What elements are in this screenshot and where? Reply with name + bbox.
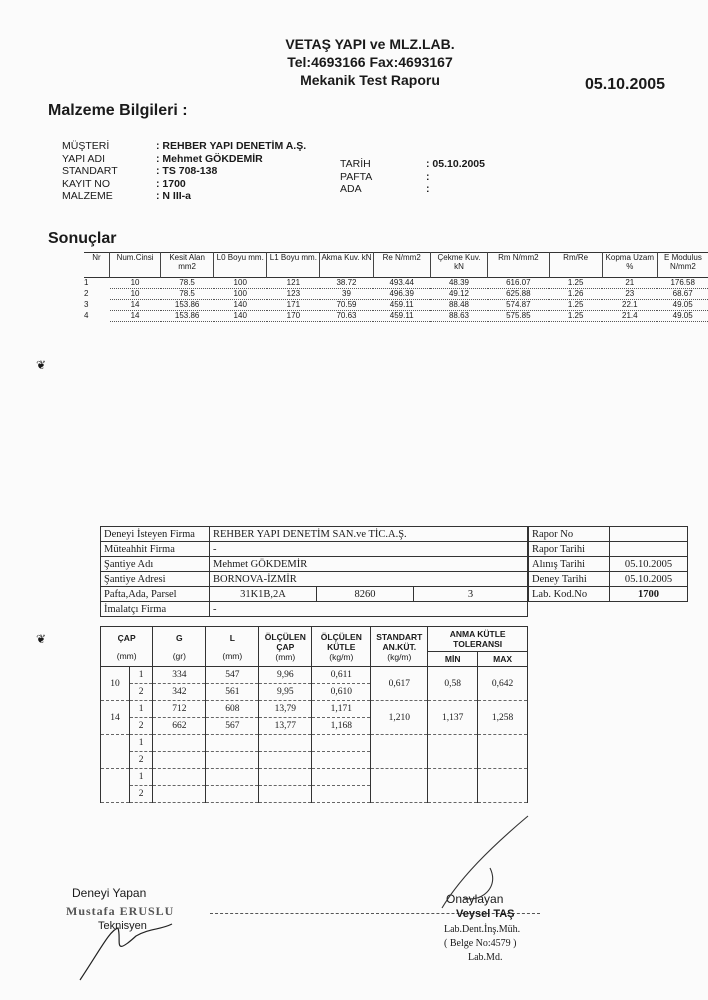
measurement-cell: 9,95 <box>259 684 312 701</box>
col-olculen-kutle-label: ÖLÇÜLEN KÜTLE <box>320 631 362 652</box>
measurement-cell <box>428 769 478 803</box>
col-olculen-cap-label: ÖLÇÜLEN ÇAP <box>264 631 306 652</box>
results-row <box>84 289 708 300</box>
results-cell: 22.1 <box>602 300 657 311</box>
form-value: - <box>210 602 528 617</box>
col-g-label: G <box>176 632 183 643</box>
right-signature-name: Veysel TAŞ <box>456 908 515 920</box>
col-standart <box>371 627 428 667</box>
results-cell: 121 <box>267 278 320 289</box>
report-info-table <box>528 526 688 602</box>
measurement-cell <box>206 735 259 752</box>
results-cell: 1.26 <box>549 289 602 300</box>
company-name: VETAŞ YAPI ve MLZ.LAB. <box>285 36 455 52</box>
report-info-label: Rapor No <box>529 527 610 542</box>
results-cell: 170 <box>267 311 320 322</box>
results-cell: 1.25 <box>549 278 602 289</box>
left-signature-role: Teknisyen <box>98 920 147 932</box>
report-info-row <box>529 572 688 587</box>
results-cell: 3 <box>84 300 89 309</box>
measurement-cell <box>259 786 312 803</box>
results-cell: 14 <box>110 311 161 322</box>
field-value: : N III-a <box>156 190 192 202</box>
results-row <box>84 311 708 322</box>
results-cell: 49.05 <box>657 300 708 311</box>
measurement-cell: 342 <box>153 684 206 701</box>
form-label: Şantiye Adı <box>101 557 210 572</box>
measurement-row <box>101 735 528 752</box>
form-row <box>101 602 528 617</box>
material-right-values <box>426 158 485 196</box>
results-cell: 49.12 <box>430 289 487 300</box>
form-row <box>101 587 528 602</box>
lab-form-table <box>100 526 528 617</box>
form-value: - <box>210 542 528 557</box>
material-labels <box>62 140 152 203</box>
results-cell: 575.85 <box>488 311 549 322</box>
report-info-label: Rapor Tarihi <box>529 542 610 557</box>
company-contact: Tel:4693166 Fax:4693167 <box>287 54 453 70</box>
left-signature-name: Mustafa ERUSLU <box>66 904 175 918</box>
field-label: ADA <box>340 183 362 195</box>
form-parsel: 3 <box>414 587 528 602</box>
results-cell: 4 <box>84 311 89 320</box>
col-olculen-cap-unit: (mm) <box>275 651 296 662</box>
measurement-cell: 2 <box>130 786 153 803</box>
handwritten-signature-right <box>420 808 550 918</box>
form-value: BORNOVA-İZMİR <box>210 572 528 587</box>
measurement-cell: 561 <box>206 684 259 701</box>
col-cap <box>101 627 153 667</box>
measurement-cell <box>153 769 206 786</box>
material-values <box>156 140 306 203</box>
results-header-row <box>84 253 708 278</box>
results-cell: 88.48 <box>430 300 487 311</box>
field-value: : TS 708-138 <box>156 165 218 177</box>
measurement-cell: 1,258 <box>478 701 528 735</box>
report-info-label: Lab. Kod.No <box>529 587 610 602</box>
col-olculen-kutle <box>312 627 371 667</box>
measurement-cell: 2 <box>130 718 153 735</box>
col-nr: Nr <box>84 253 110 278</box>
col-olculen-kutle-unit: (kg/m) <box>329 651 354 662</box>
col-cap-label: ÇAP <box>117 632 136 643</box>
col-g-unit: (gr) <box>172 650 186 661</box>
field-label: TARİH <box>340 158 371 170</box>
measurement-cell <box>153 786 206 803</box>
measurement-header-row <box>101 627 528 652</box>
report-info-value <box>610 542 688 557</box>
col-num-cinsi: Num.Cinsi <box>110 253 161 278</box>
report-info-row <box>529 587 688 602</box>
results-cell: 70.63 <box>320 311 373 322</box>
measurement-cell <box>206 752 259 769</box>
results-cell: 1.25 <box>549 300 602 311</box>
measurement-cell: 0,611 <box>312 667 371 684</box>
results-cell: 48.39 <box>430 278 487 289</box>
measurement-cell: 2 <box>130 684 153 701</box>
measurement-cell: 547 <box>206 667 259 684</box>
form-label: İmalatçı Firma <box>101 602 210 617</box>
report-info-value: 05.10.2005 <box>610 557 688 572</box>
col-min: MİN <box>428 652 478 667</box>
measurement-cell: 1 <box>130 667 153 684</box>
punch-mark-icon: ❦ <box>36 358 47 372</box>
field-label: KAYIT NO <box>62 177 111 190</box>
measurement-cell: 10 <box>101 667 130 701</box>
measurement-cell: 2 <box>130 752 153 769</box>
results-cell: 1.25 <box>549 311 602 322</box>
handwritten-signature-left <box>40 910 180 990</box>
measurement-row <box>101 667 528 684</box>
results-cell: 78.5 <box>161 278 214 289</box>
results-cell: 459.11 <box>373 300 430 311</box>
measurement-cell: 1 <box>130 735 153 752</box>
results-cell: 574.87 <box>488 300 549 311</box>
results-cell: 496.39 <box>373 289 430 300</box>
form-label: Pafta,Ada, Parsel <box>101 587 210 602</box>
form-pafta: 31K1B,2A <box>210 587 317 602</box>
results-cell: 616.07 <box>488 278 549 289</box>
measurement-cell <box>478 769 528 803</box>
col-rmre: Rm/Re <box>549 253 602 278</box>
form-label: Şantiye Adresi <box>101 572 210 587</box>
measurement-cell: 13,77 <box>259 718 312 735</box>
right-signature-line1: Lab.Dent.İnş.Müh. <box>444 924 521 935</box>
measurement-cell: 0,58 <box>428 667 478 701</box>
results-cell: 88.63 <box>430 311 487 322</box>
measurement-cell <box>206 786 259 803</box>
measurement-cell: 14 <box>101 701 130 735</box>
col-cap-unit: (mm) <box>116 650 137 661</box>
results-cell: 123 <box>267 289 320 300</box>
measurement-cell <box>371 735 428 769</box>
results-cell: 39 <box>320 289 373 300</box>
col-emod: E Modulus N/mm2 <box>657 253 708 278</box>
results-cell: 140 <box>214 311 267 322</box>
results-cell: 70.59 <box>320 300 373 311</box>
measurement-row <box>101 701 528 718</box>
measurement-cell <box>259 752 312 769</box>
form-row <box>101 527 528 542</box>
report-info-label: Alınış Tarihi <box>529 557 610 572</box>
report-info-label: Deney Tarihi <box>529 572 610 587</box>
results-title: Sonuçlar <box>48 230 117 247</box>
measurement-cell: 334 <box>153 667 206 684</box>
col-l1: L1 Boyu mm. <box>267 253 320 278</box>
results-cell: 14 <box>110 300 161 311</box>
col-anma: ANMA KÜTLE TOLERANSI <box>428 627 528 652</box>
col-re: Re N/mm2 <box>373 253 430 278</box>
measurement-cell: 1 <box>130 701 153 718</box>
measurement-cell <box>206 769 259 786</box>
field-value: : REHBER YAPI DENETİM A.Ş. <box>156 140 307 152</box>
measurement-cell: 567 <box>206 718 259 735</box>
report-info-row <box>529 557 688 572</box>
results-cell: 78.5 <box>161 289 214 300</box>
measurement-cell: 1 <box>130 769 153 786</box>
field-value: : <box>426 183 430 195</box>
measurement-cell: 0,610 <box>312 684 371 701</box>
measurement-cell <box>259 735 312 752</box>
material-section-title: Malzeme Bilgileri : <box>48 102 188 119</box>
results-table <box>84 252 708 322</box>
form-label: Deneyi İsteyen Firma <box>101 527 210 542</box>
results-cell: 176.58 <box>657 278 708 289</box>
results-row <box>84 300 708 311</box>
field-label: MÜŞTERİ <box>62 140 110 152</box>
report-info-value: 05.10.2005 <box>610 572 688 587</box>
col-max: MAX <box>478 652 528 667</box>
measurement-cell: 662 <box>153 718 206 735</box>
report-info-value <box>610 527 688 542</box>
field-label: MALZEME <box>62 190 113 202</box>
measurement-cell: 9,96 <box>259 667 312 684</box>
col-standart-label: STANDART AN.KÜT. <box>376 631 423 652</box>
results-cell: 140 <box>214 300 267 311</box>
measurement-cell <box>101 735 130 769</box>
measurement-cell: 1,210 <box>371 701 428 735</box>
report-info-row <box>529 527 688 542</box>
field-value: : 05.10.2005 <box>426 158 485 170</box>
form-row <box>101 572 528 587</box>
measurement-cell <box>312 752 371 769</box>
results-cell: 10 <box>110 289 161 300</box>
right-signature-title: Onaylayan <box>446 892 504 906</box>
results-cell: 625.88 <box>488 289 549 300</box>
form-ada: 8260 <box>317 587 414 602</box>
results-cell: 23 <box>602 289 657 300</box>
col-olculen-cap <box>259 627 312 667</box>
field-value: : 1700 <box>156 177 186 190</box>
punch-mark-icon: ❦ <box>36 632 47 646</box>
right-signature-line2: ( Belge No:4579 ) <box>444 938 517 949</box>
report-info-row <box>529 542 688 557</box>
measurement-cell: 1,168 <box>312 718 371 735</box>
results-cell: 493.44 <box>373 278 430 289</box>
measurement-cell <box>312 786 371 803</box>
col-l-unit: (mm) <box>222 650 243 661</box>
measurement-body <box>101 667 528 803</box>
results-body <box>84 278 708 322</box>
form-value: REHBER YAPI DENETİM SAN.ve TİC.A.Ş. <box>210 527 528 542</box>
measurement-cell: 13,79 <box>259 701 312 718</box>
col-l <box>206 627 259 667</box>
field-label: STANDART <box>62 165 118 177</box>
results-cell: 49.05 <box>657 311 708 322</box>
measurement-cell: 1,171 <box>312 701 371 718</box>
report-title: Mekanik Test Raporu <box>300 72 440 88</box>
col-rm: Rm N/mm2 <box>488 253 549 278</box>
field-label: YAPI ADI <box>62 152 105 165</box>
measurement-cell <box>153 752 206 769</box>
measurement-cell: 608 <box>206 701 259 718</box>
measurement-cell <box>371 769 428 803</box>
col-standart-unit: (kg/m) <box>387 651 412 662</box>
right-signature-line3: Lab.Md. <box>468 952 503 963</box>
measurement-cell <box>101 769 130 803</box>
measurement-cell <box>478 735 528 769</box>
left-signature-title: Deneyi Yapan <box>72 886 147 900</box>
results-cell: 459.11 <box>373 311 430 322</box>
form-row <box>101 542 528 557</box>
report-info-value: 1700 <box>610 587 688 602</box>
col-kopma: Kopma Uzam % <box>602 253 657 278</box>
form-row <box>101 557 528 572</box>
measurement-cell <box>312 769 371 786</box>
measurement-cell <box>428 735 478 769</box>
measurement-row <box>101 769 528 786</box>
results-cell: 21.4 <box>602 311 657 322</box>
report-date: 05.10.2005 <box>585 76 666 93</box>
results-cell: 68.67 <box>657 289 708 300</box>
measurement-cell <box>153 735 206 752</box>
col-g <box>153 627 206 667</box>
results-cell: 153.86 <box>161 311 214 322</box>
results-cell: 153.86 <box>161 300 214 311</box>
material-right-labels <box>340 158 372 196</box>
measurement-cell: 0,642 <box>478 667 528 701</box>
field-label: PAFTA <box>340 170 373 183</box>
measurement-table <box>100 626 528 803</box>
results-cell: 100 <box>214 289 267 300</box>
results-cell: 100 <box>214 278 267 289</box>
col-akma: Akma Kuv. kN <box>320 253 373 278</box>
results-cell: 2 <box>84 289 89 298</box>
results-cell: 21 <box>602 278 657 289</box>
col-l0: L0 Boyu mm. <box>214 253 267 278</box>
results-cell: 38.72 <box>320 278 373 289</box>
field-value: : <box>426 170 430 183</box>
measurement-cell: 0,617 <box>371 667 428 701</box>
measurement-cell <box>312 735 371 752</box>
field-value: : Mehmet GÖKDEMİR <box>156 152 263 165</box>
measurement-cell: 712 <box>153 701 206 718</box>
results-cell: 171 <box>267 300 320 311</box>
results-cell: 1 <box>84 278 89 288</box>
measurement-cell <box>259 769 312 786</box>
results-row <box>84 278 708 289</box>
measurement-cell: 1,137 <box>428 701 478 735</box>
col-kesit-alan: Kesit Alan mm2 <box>161 253 214 278</box>
form-label: Müteahhit Firma <box>101 542 210 557</box>
col-cekme: Çekme Kuv. kN <box>430 253 487 278</box>
form-value: Mehmet GÖKDEMİR <box>210 557 528 572</box>
col-l-label: L <box>229 632 235 643</box>
results-cell: 10 <box>110 278 161 289</box>
